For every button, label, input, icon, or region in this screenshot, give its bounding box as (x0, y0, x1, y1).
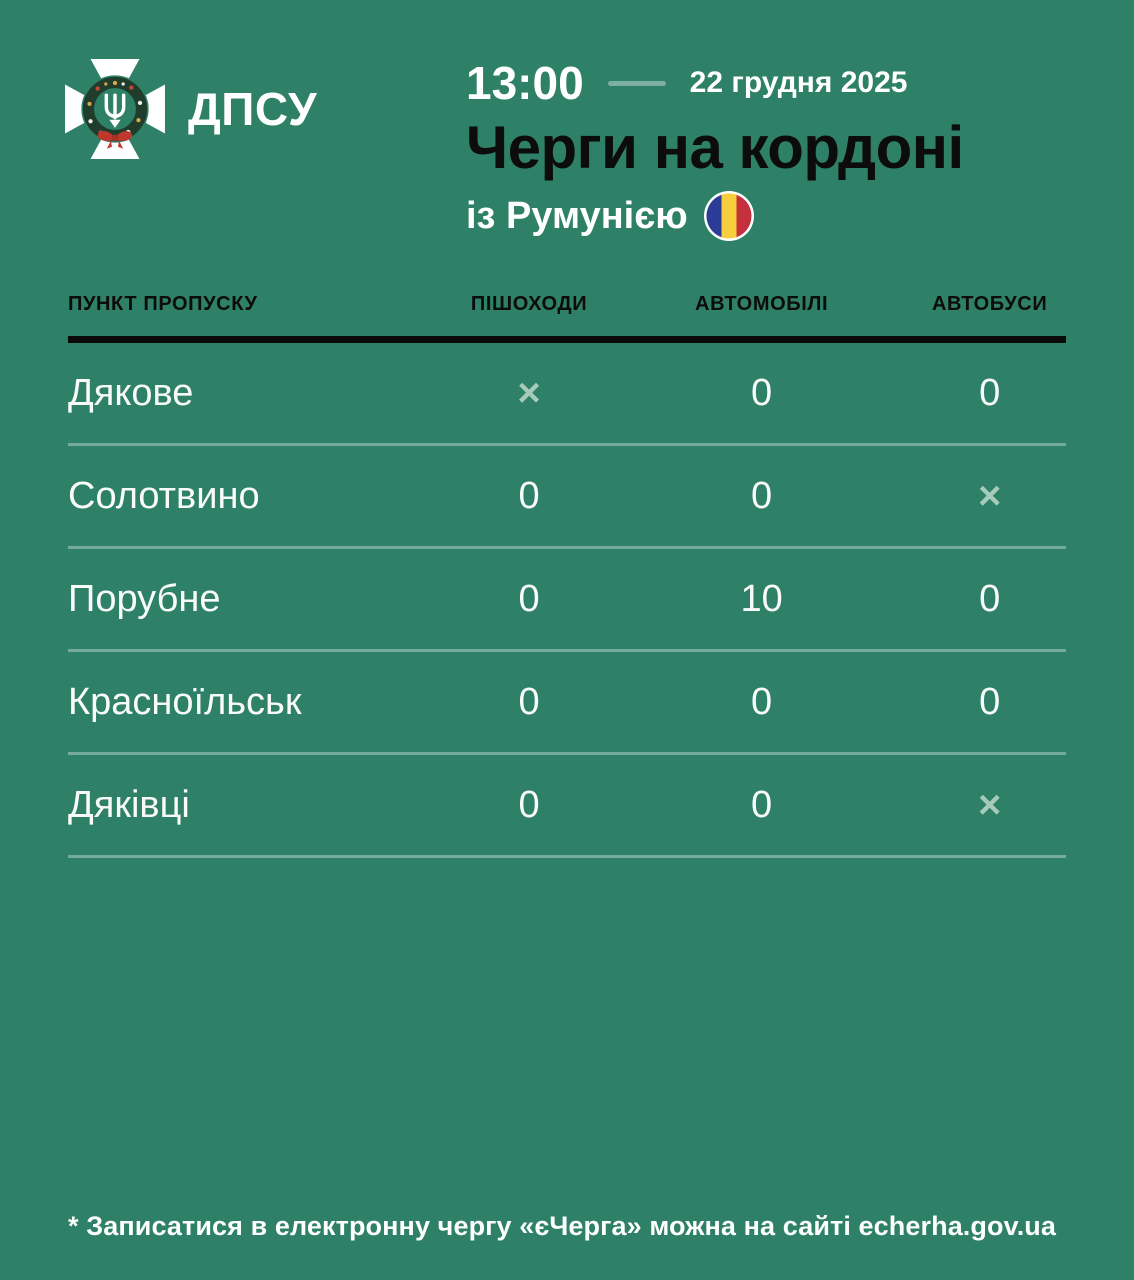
date-value: 22 грудня 2025 (689, 66, 908, 99)
dash-divider (608, 81, 666, 86)
header-rule (68, 336, 1066, 343)
footer-note: * Записатися в електронну чергу «єЧерга» можна на сайті echerha.gov.ua (68, 1211, 1057, 1241)
table-header-row (68, 293, 1066, 316)
buses-value: × (977, 474, 1002, 518)
buses-value: 0 (979, 578, 1001, 620)
checkpoint-name: Порубне (68, 578, 221, 620)
pedestrians-value: 0 (518, 681, 540, 723)
header-main (466, 56, 1066, 241)
buses-value: × (977, 783, 1002, 827)
table-row (68, 652, 1066, 752)
table-row (68, 343, 1066, 443)
column-header-checkpoint: ПУНКТ ПРОПУСКУ (68, 293, 258, 315)
page-subtitle: із Румунією (466, 194, 688, 237)
cars-value: 10 (740, 578, 783, 620)
cars-value: 0 (751, 372, 773, 414)
checkpoint-name: Дяківці (68, 784, 190, 826)
checkpoint-name: Дякове (68, 372, 194, 414)
checkpoint-name: Красноїльськ (68, 681, 302, 723)
table-row (68, 755, 1066, 855)
buses-value: 0 (979, 372, 1001, 414)
pedestrians-value: 0 (518, 784, 540, 826)
time-value: 13:00 (466, 57, 584, 109)
row-divider (68, 855, 1066, 858)
pedestrians-value: 0 (518, 475, 540, 517)
dpsu-logo-icon (64, 58, 166, 160)
pedestrians-value: × (517, 371, 541, 415)
table-row (68, 549, 1066, 649)
cars-value: 0 (751, 681, 773, 723)
brand (64, 56, 466, 160)
header (0, 0, 1134, 241)
cars-value: 0 (751, 475, 773, 517)
column-header-buses: АВТОБУСИ (931, 293, 1048, 315)
table-row (68, 446, 1066, 546)
subtitle-row (466, 191, 1066, 241)
org-abbreviation: ДПСУ (188, 83, 318, 135)
time-row (466, 56, 1066, 110)
pedestrians-value: 0 (518, 578, 540, 620)
buses-value: 0 (979, 681, 1001, 723)
romania-flag-icon (704, 191, 754, 241)
cars-value: 0 (751, 784, 773, 826)
page-title: Черги на кордоні (466, 114, 964, 181)
checkpoint-name: Солотвино (68, 475, 260, 517)
column-header-pedestrians: ПІШОХОДИ (470, 293, 588, 315)
column-header-cars: АВТОМОБІЛІ (695, 293, 829, 315)
queue-table (68, 293, 1066, 858)
